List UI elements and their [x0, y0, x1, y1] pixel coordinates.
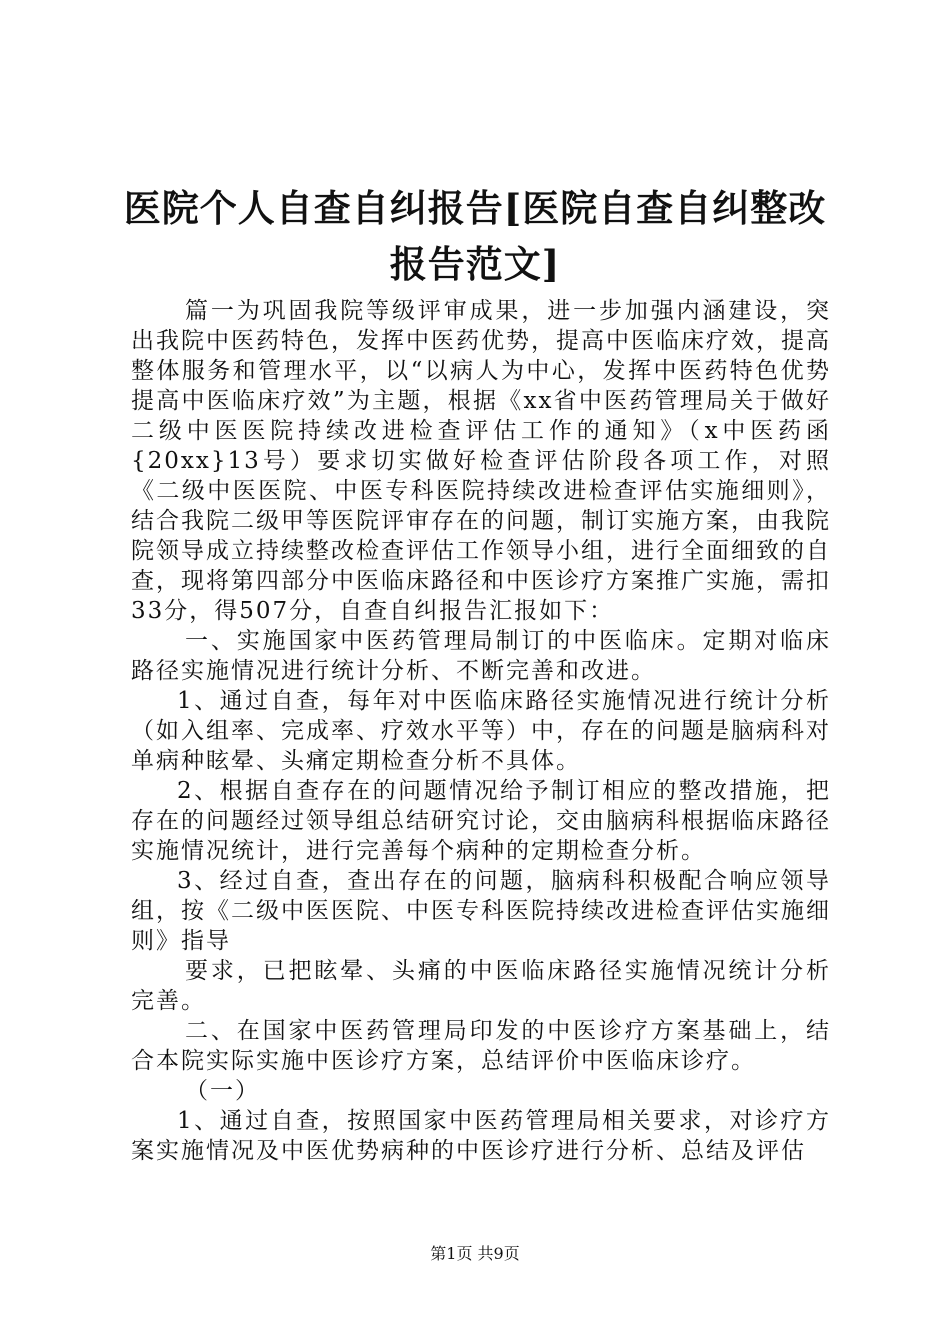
document-body — [131, 296, 831, 1166]
paragraph-intro: 篇一为巩固我院等级评审成果，进一步加强内涵建设，突出我院中医药特色，发挥中医药优势，提高中医临床疗效，提高整体服务和管理水平，以“以病人为中心，发挥中医药特色优势提高中医临床疗效”为主题，根据《xx省中医药管理局关于做好二级中医医院持续改进检查评估工作的通知》（x中医药函{20xx}13号）要求切实做好检查评估阶段各项工作，对照《二级中医医院、中医专科医院持续改进检查评估实施细则》，结合我院二级甲等医院评审存在的问题，制订实施方案，由我院院领导成立持续整改检查评估工作领导小组，进行全面细致的自查，现将第四部分中医临床路径和中医诊疗方案推广实施，需扣33分，得507分，自查自纠报告汇报如下： — [131, 298, 831, 624]
paragraph-subitem-1: 1、通过自查，按照国家中医药管理局相关要求，对诊疗方案实施情况及中医优势病种的中医诊疗进行分析、总结及评估 — [131, 1108, 831, 1164]
paragraph-section-1: 一、实施国家中医药管理局制订的中医临床。定期对临床路径实施情况进行统计分析、不断完善和改进。 — [131, 628, 831, 684]
paragraph-item-3-continued: 要求，已把眩晕、头痛的中医临床路径实施情况统计分析完善。 — [131, 958, 831, 1014]
document-title: 医院个人自查自纠报告[医院自查自纠整改报告范文] — [123, 186, 827, 286]
page-number-footer: 第1页 共9页 — [430, 1244, 520, 1263]
paragraph-item-1: 1、通过自查，每年对中医临床路径实施情况进行统计分析（如入组率、完成率、疗效水平等）中，存在的问题是脑病科对单病种眩晕、头痛定期检查分析不具体。 — [131, 688, 831, 774]
paragraph-item-3: 3、经过自查，查出存在的问题，脑病科积极配合响应领导组，按《二级中医医院、中医专科医院持续改进检查评估实施细则》指导 — [131, 868, 831, 954]
paragraph-section-2: 二、在国家中医药管理局印发的中医诊疗方案基础上，结合本院实际实施中医诊疗方案，总结评价中医临床诊疗。 — [131, 1018, 831, 1074]
paragraph-item-2: 2、根据自查存在的问题情况给予制订相应的整改措施，把存在的问题经过领导组总结研究讨论，交由脑病科根据临床路径实施情况统计，进行完善每个病种的定期检查分析。 — [131, 778, 831, 864]
paragraph-subsection-1: （一） — [185, 1078, 260, 1104]
